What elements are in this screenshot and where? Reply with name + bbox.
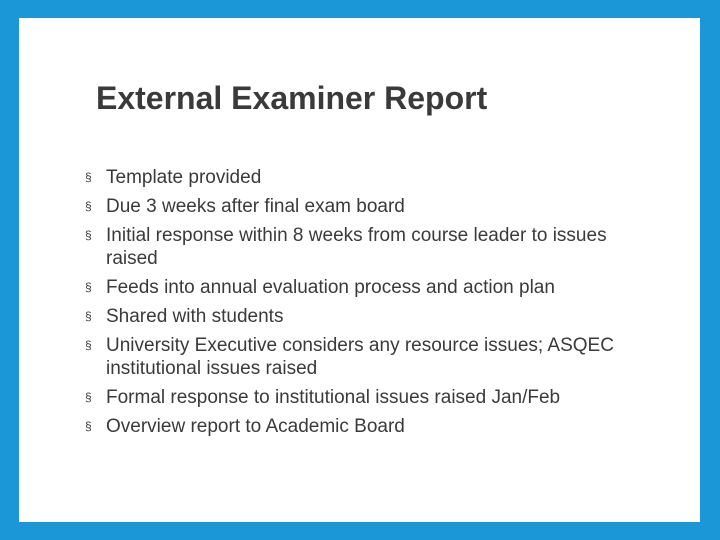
bullet-item	[85, 305, 645, 328]
bullet-square-icon: §	[85, 309, 92, 323]
slide-title: External Examiner Report	[96, 80, 488, 116]
bullet-text: Initial response within 8 weeks from course leader to issues raised	[106, 225, 607, 269]
bullet-item	[85, 166, 645, 189]
bullet-square-icon: §	[85, 419, 92, 433]
bullet-square-icon: §	[85, 170, 92, 184]
bullet-square-icon: §	[85, 338, 92, 352]
bullet-square-icon: §	[85, 390, 92, 404]
bullet-item	[85, 276, 645, 299]
bullet-square-icon: §	[85, 199, 92, 213]
bullet-text: Template provided	[106, 167, 262, 188]
bullet-text: University Executive considers any resource issues; ASQEC institutional issues raised	[106, 335, 614, 379]
bullet-item	[85, 415, 645, 438]
bullet-text: Feeds into annual evaluation process and action plan	[106, 277, 555, 298]
bullet-list	[85, 166, 645, 444]
bullet-text: Shared with students	[106, 306, 284, 327]
slide-canvas	[19, 18, 700, 522]
bullet-text: Overview report to Academic Board	[106, 416, 405, 437]
bullet-item	[85, 386, 645, 409]
bullet-item	[85, 224, 645, 270]
bullet-text: Formal response to institutional issues raised Jan/Feb	[106, 387, 561, 408]
bullet-square-icon: §	[85, 280, 92, 294]
bullet-item	[85, 195, 645, 218]
bullet-text: Due 3 weeks after final exam board	[106, 196, 405, 217]
bullet-item	[85, 334, 645, 380]
bullet-square-icon: §	[85, 228, 92, 242]
